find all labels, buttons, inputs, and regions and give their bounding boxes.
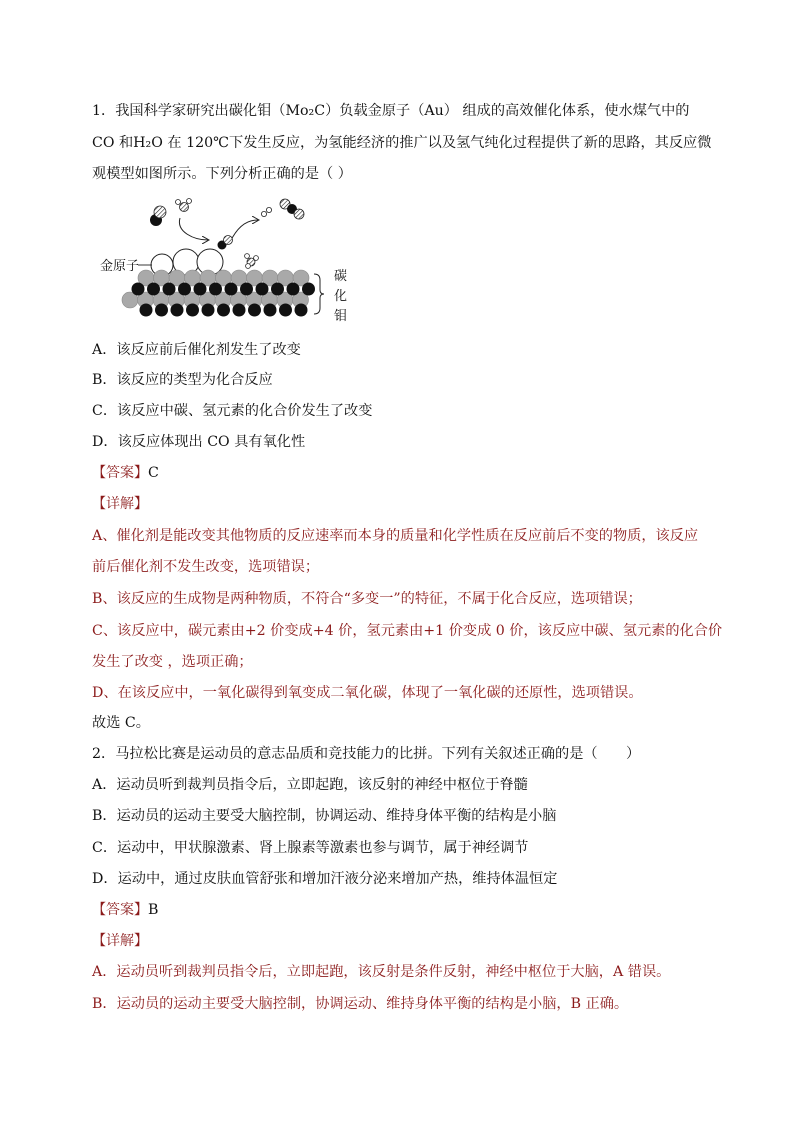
q1-conclusion: 故选 C。	[92, 715, 150, 731]
q1-answer-value: C	[148, 465, 159, 481]
q2-option-b: B．运动员的运动主要受大脑控制，协调运动、维持身体平衡的结构是小脑	[92, 808, 557, 824]
q2-answer	[92, 900, 158, 920]
carbon-atom	[155, 304, 168, 317]
carbon-atom	[147, 283, 160, 296]
carbon-atom	[271, 283, 284, 296]
q1-option-a: A．该反应前后催化剂发生了改变	[92, 342, 301, 358]
q1-option-b: B．该反应的类型为化合反应	[92, 372, 273, 388]
q1-stem-line-3: 观模型如图所示。下列分析正确的是（ ）	[92, 166, 352, 182]
mo2c-support	[122, 270, 315, 317]
carbon-atom	[240, 283, 253, 296]
arrow-in	[179, 218, 208, 240]
q2-stem: 2．马拉松比赛是运动员的意志品质和竞技能力的比拼。下列有关叙述正确的是（ ）	[92, 746, 641, 762]
q2-option-d: D．运动中，通过皮肤血管舒张和增加汗液分泌来增加产热，维持体温恒定	[92, 871, 558, 887]
q1-option-c: C．该反应中碳、氢元素的化合价发生了改变	[92, 403, 373, 419]
q1-explanation-line-4: C、该反应中，碳元素由+2 价变成+4 价，氢元素由+1 价变成 0 价，该反应中碳、氢元素的化合价	[92, 623, 723, 639]
q1-detail-label: 【详解】	[92, 496, 148, 512]
q1-answer-label: 【答案】	[92, 465, 148, 481]
co2-molecule-product	[280, 199, 304, 219]
carbon-atom	[295, 304, 308, 317]
q2-explanation-line-1: A．运动员听到裁判员指令后，立即起跑，该反射是条件反射，神经中枢位于大脑，A 错误。	[92, 964, 671, 980]
carbon-atom	[287, 283, 300, 296]
label-gold-atom: 金原子	[100, 259, 140, 274]
h2o-molecule-reactant	[176, 199, 192, 212]
label-support-3: 钼	[334, 309, 348, 324]
q1-explanation-line-2: 前后催化剂不发生改变，选项错误；	[92, 559, 320, 575]
label-support-1: 碳	[334, 269, 348, 284]
q2-detail-label: 【详解】	[92, 933, 148, 949]
carbon-atom	[225, 283, 238, 296]
q1-option-d: D．该反应体现出 CO 具有氧化性	[92, 434, 306, 450]
h2-molecule-product	[261, 207, 271, 216]
carbon-atom	[132, 283, 145, 296]
label-support-2: 化	[334, 289, 348, 304]
carbon-atom	[217, 304, 230, 317]
q1-stem-line-1: 1．我国科学家研究出碳化钼（Mo₂C）负载金原子（Au） 组成的高效催化体系，使水煤气中的	[92, 103, 690, 119]
carbon-atom	[264, 304, 277, 317]
carbon-atom	[163, 283, 176, 296]
carbon-atom	[178, 283, 191, 296]
q1-explanation-line-6: D、在该反应中，一氧化碳得到氧变成二氧化碳，体现了一氧化碳的还原性，选项错误。	[92, 685, 643, 701]
carbon-atom	[279, 304, 292, 317]
reaction-model-diagram	[98, 190, 368, 325]
q2-answer-label: 【答案】	[92, 902, 148, 918]
carbon-atom	[302, 283, 315, 296]
carbon-atom	[202, 304, 215, 317]
carbon-atom	[194, 283, 207, 296]
q1-answer	[92, 463, 159, 483]
carbon-atom	[171, 304, 184, 317]
carbon-atom	[233, 304, 246, 317]
co-molecule-reactant	[150, 206, 166, 226]
q1-stem-line-2: CO 和H₂O 在 120℃下发生反应，为氢能经济的推广以及氢气纯化过程提供了新的思路，其反应微	[92, 135, 712, 151]
q2-option-a: A．运动员听到裁判员指令后，立即起跑，该反射的神经中枢位于脊髓	[92, 777, 528, 793]
q2-answer-value: B	[148, 902, 159, 918]
q2-option-c: C．运动中，甲状腺激素、肾上腺素等激素也参与调节，属于神经调节	[92, 840, 529, 856]
carbon-atom	[209, 283, 222, 296]
carbon-atom	[186, 304, 199, 317]
carbon-atom	[248, 304, 261, 317]
carbon-atom	[256, 283, 269, 296]
q1-explanation-line-1: A、催化剂是能改变其他物质的反应速率而本身的质量和化学性质在反应前后不变的物质，该反应	[92, 528, 699, 544]
q1-explanation-line-3: B、该反应的生成物是两种物质，不符合“多变一”的特征，不属于化合反应，选项错误；	[92, 591, 642, 607]
carbon-atom	[140, 304, 153, 317]
arrow-out	[230, 220, 258, 242]
q2-explanation-line-2: B．运动员的运动主要受大脑控制，协调运动、维持身体平衡的结构是小脑，B 正确。	[92, 996, 629, 1012]
q1-explanation-line-5: 发生了改变 ，选项正确；	[92, 654, 253, 670]
